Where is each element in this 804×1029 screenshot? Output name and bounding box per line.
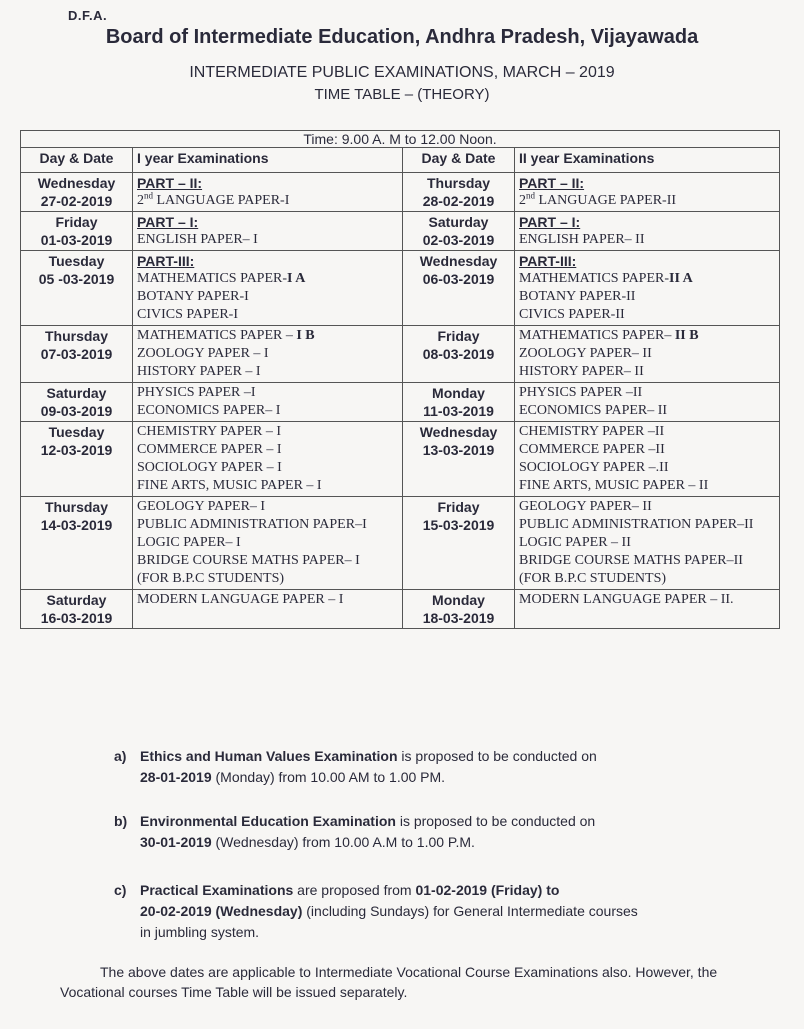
note-c-system: in jumbling system. bbox=[140, 924, 260, 940]
weekday: Thursday bbox=[44, 328, 108, 344]
weekday: Friday bbox=[437, 328, 480, 344]
exam-date: 12-03-2019 bbox=[40, 442, 113, 458]
subject-line: HISTORY PAPER– II bbox=[519, 364, 644, 379]
table-row bbox=[21, 590, 780, 629]
first-year-subjects bbox=[133, 212, 403, 251]
subject-line: CIVICS PAPER-II bbox=[519, 307, 625, 322]
subject-line: PHYSICS PAPER –II bbox=[519, 385, 643, 400]
second-year-day-date bbox=[403, 212, 515, 251]
subject-line: MATHEMATICS PAPER-II A bbox=[519, 271, 693, 286]
exam-date: 14-03-2019 bbox=[40, 517, 113, 533]
subject-line: GEOLOGY PAPER– I bbox=[137, 499, 266, 514]
note-c-scope: (including Sundays) for General Intermediate courses bbox=[302, 903, 638, 919]
subject-line: BOTANY PAPER-I bbox=[137, 289, 249, 304]
note-c-end: 20-02-2019 (Wednesday) bbox=[140, 903, 303, 919]
board-title: Board of Intermediate Education, Andhra Pradesh, Vijayawada bbox=[105, 26, 699, 48]
second-year-subjects bbox=[515, 326, 780, 383]
second-year-day-date bbox=[403, 383, 515, 422]
exam-date: 28-02-2019 bbox=[422, 193, 495, 209]
closing-text: The above dates are applicable to Intermediate Vocational Course Examinations also. However, the Vocational courses Time Table will be issued separately. bbox=[60, 964, 718, 1000]
first-year-day-date bbox=[21, 326, 133, 383]
second-year-day-date bbox=[403, 422, 515, 497]
exam-time: Time: 9.00 A. M to 12.00 Noon. bbox=[21, 131, 780, 148]
part-label: PART – II: bbox=[519, 175, 585, 191]
weekday: Friday bbox=[437, 499, 480, 515]
weekday: Saturday bbox=[46, 385, 107, 401]
subject-line: COMMERCE PAPER – I bbox=[137, 442, 282, 457]
part-label: PART – I: bbox=[137, 214, 199, 230]
subject-line: ENGLISH PAPER– II bbox=[519, 232, 645, 247]
exam-date: 01-03-2019 bbox=[40, 232, 113, 248]
subject-line: (FOR B.P.C STUDENTS) bbox=[519, 571, 667, 586]
subject-line: MATHEMATICS PAPER– II B bbox=[519, 328, 699, 343]
exam-title: INTERMEDIATE PUBLIC EXAMINATIONS, MARCH – 2019 bbox=[189, 64, 615, 81]
note-a-date: 28-01-2019 bbox=[140, 769, 212, 785]
first-year-subjects bbox=[133, 173, 403, 212]
first-year-subjects bbox=[133, 251, 403, 326]
second-year-subjects bbox=[515, 251, 780, 326]
first-year-day-date bbox=[21, 173, 133, 212]
exam-date: 27-02-2019 bbox=[40, 193, 113, 209]
second-year-subjects bbox=[515, 497, 780, 590]
subject-line: MATHEMATICS PAPER – I B bbox=[137, 328, 315, 343]
weekday: Thursday bbox=[44, 499, 108, 515]
table-row bbox=[21, 326, 780, 383]
first-year-subjects bbox=[133, 326, 403, 383]
subject-line: PUBLIC ADMINISTRATION PAPER–I bbox=[137, 517, 367, 532]
weekday: Tuesday bbox=[48, 424, 105, 440]
subject-line: ZOOLOGY PAPER– II bbox=[519, 346, 652, 361]
note-b-exam: Environmental Education Examination bbox=[140, 813, 396, 829]
first-year-day-date bbox=[21, 422, 133, 497]
subject-line: ENGLISH PAPER– I bbox=[137, 232, 258, 247]
second-year-day-date bbox=[403, 590, 515, 629]
note-a-exam: Ethics and Human Values Examination bbox=[140, 748, 398, 764]
subject-line: MODERN LANGUAGE PAPER – II. bbox=[519, 592, 734, 607]
second-year-day-date bbox=[403, 326, 515, 383]
exam-date: 05 -03-2019 bbox=[38, 271, 115, 287]
note-c bbox=[114, 880, 734, 943]
subject-line: ZOOLOGY PAPER – I bbox=[137, 346, 269, 361]
note-c-exam: Practical Examinations bbox=[140, 882, 294, 898]
exam-date: 13-03-2019 bbox=[422, 442, 495, 458]
subject-line: FINE ARTS, MUSIC PAPER – II bbox=[519, 478, 709, 493]
weekday: Wednesday bbox=[419, 424, 498, 440]
note-b-date: 30-01-2019 bbox=[140, 834, 212, 850]
note-c-start: 01-02-2019 (Friday) to bbox=[415, 882, 560, 898]
weekday: Wednesday bbox=[37, 175, 116, 191]
second-year-subjects bbox=[515, 173, 780, 212]
weekday: Tuesday bbox=[48, 253, 105, 269]
weekday: Monday bbox=[432, 592, 485, 608]
first-year-day-date bbox=[21, 383, 133, 422]
first-year-day-date bbox=[21, 212, 133, 251]
subject-line: CHEMISTRY PAPER –II bbox=[519, 424, 665, 439]
header-day-date-1: Day & Date bbox=[21, 148, 133, 173]
subject-line: GEOLOGY PAPER– II bbox=[519, 499, 652, 514]
first-year-subjects bbox=[133, 422, 403, 497]
first-year-subjects bbox=[133, 590, 403, 629]
subject-line: (FOR B.P.C STUDENTS) bbox=[137, 571, 285, 586]
header-first-year: I year Examinations bbox=[133, 148, 403, 173]
exam-date: 09-03-2019 bbox=[40, 403, 113, 419]
exam-date: 07-03-2019 bbox=[40, 346, 113, 362]
note-c-text: are proposed from bbox=[293, 882, 416, 898]
note-a bbox=[114, 746, 734, 788]
subject-line: CHEMISTRY PAPER – I bbox=[137, 424, 282, 439]
first-year-subjects bbox=[133, 383, 403, 422]
note-c-label: c) bbox=[114, 882, 127, 898]
subject-line: COMMERCE PAPER –II bbox=[519, 442, 665, 457]
weekday: Thursday bbox=[426, 175, 490, 191]
note-b bbox=[114, 811, 734, 853]
timetable-subtitle: TIME TABLE – (THEORY) bbox=[314, 86, 490, 103]
second-year-subjects bbox=[515, 590, 780, 629]
weekday: Saturday bbox=[428, 214, 489, 230]
subject-line: PHYSICS PAPER –I bbox=[137, 385, 256, 400]
exam-date: 08-03-2019 bbox=[422, 346, 495, 362]
note-a-time: (Monday) from 10.00 AM to 1.00 PM. bbox=[211, 769, 446, 785]
subject-line: MODERN LANGUAGE PAPER – I bbox=[137, 592, 344, 607]
exam-date: 11-03-2019 bbox=[423, 403, 494, 419]
note-a-text: is proposed to be conducted on bbox=[397, 748, 597, 764]
note-b-label: b) bbox=[114, 813, 128, 829]
first-year-day-date bbox=[21, 590, 133, 629]
second-year-subjects bbox=[515, 422, 780, 497]
closing-note bbox=[60, 962, 772, 1002]
note-b-text: is proposed to be conducted on bbox=[395, 813, 596, 829]
subject-line: BOTANY PAPER-II bbox=[519, 289, 636, 304]
exam-date: 06-03-2019 bbox=[422, 271, 495, 287]
weekday: Monday bbox=[432, 385, 485, 401]
subject-line: SOCIOLOGY PAPER – I bbox=[137, 460, 282, 475]
second-year-day-date bbox=[403, 251, 515, 326]
part-label: PART-III: bbox=[137, 253, 195, 269]
part-label: PART-III: bbox=[519, 253, 577, 269]
weekday: Wednesday bbox=[419, 253, 498, 269]
subject-line: ECONOMICS PAPER– I bbox=[137, 403, 281, 418]
subject-line: SOCIOLOGY PAPER –.II bbox=[519, 460, 669, 475]
first-year-subjects bbox=[133, 497, 403, 590]
subject-line: HISTORY PAPER – I bbox=[137, 364, 261, 379]
header-second-year: II year Examinations bbox=[515, 148, 780, 173]
dfa-label: D.F.A. bbox=[68, 8, 108, 23]
exam-date: 02-03-2019 bbox=[422, 232, 495, 248]
timetable-table bbox=[20, 130, 780, 629]
table-row bbox=[21, 383, 780, 422]
table-row bbox=[21, 212, 780, 251]
second-year-day-date bbox=[403, 173, 515, 212]
table-row bbox=[21, 422, 780, 497]
note-b-time: (Wednesday) from 10.00 A.M to 1.00 P.M. bbox=[211, 834, 475, 850]
subject-line: FINE ARTS, MUSIC PAPER – I bbox=[137, 478, 322, 493]
subject-line: BRIDGE COURSE MATHS PAPER–II bbox=[519, 553, 743, 568]
weekday: Friday bbox=[55, 214, 98, 230]
first-year-day-date bbox=[21, 251, 133, 326]
header-day-date-2: Day & Date bbox=[403, 148, 515, 173]
second-year-subjects bbox=[515, 212, 780, 251]
exam-date: 16-03-2019 bbox=[40, 610, 113, 626]
first-year-day-date bbox=[21, 497, 133, 590]
weekday: Saturday bbox=[46, 592, 107, 608]
part-label: PART – I: bbox=[519, 214, 581, 230]
second-year-subjects bbox=[515, 383, 780, 422]
exam-date: 18-03-2019 bbox=[422, 610, 495, 626]
subject-line: 2nd LANGUAGE PAPER-II bbox=[519, 190, 677, 208]
subject-line: MATHEMATICS PAPER-I A bbox=[137, 271, 306, 286]
subject-line: LOGIC PAPER– I bbox=[137, 535, 241, 550]
part-label: PART – II: bbox=[137, 175, 203, 191]
table-row bbox=[21, 251, 780, 326]
table-row bbox=[21, 173, 780, 212]
exam-date: 15-03-2019 bbox=[422, 517, 495, 533]
second-year-day-date bbox=[403, 497, 515, 590]
subject-line: PUBLIC ADMINISTRATION PAPER–II bbox=[519, 517, 754, 532]
subject-line: CIVICS PAPER-I bbox=[137, 307, 239, 322]
subject-line: 2nd LANGUAGE PAPER-I bbox=[137, 190, 290, 208]
subject-line: LOGIC PAPER – II bbox=[519, 535, 631, 550]
subject-line: ECONOMICS PAPER– II bbox=[519, 403, 668, 418]
note-a-label: a) bbox=[114, 748, 127, 764]
subject-line: BRIDGE COURSE MATHS PAPER– I bbox=[137, 553, 360, 568]
table-row bbox=[21, 497, 780, 590]
